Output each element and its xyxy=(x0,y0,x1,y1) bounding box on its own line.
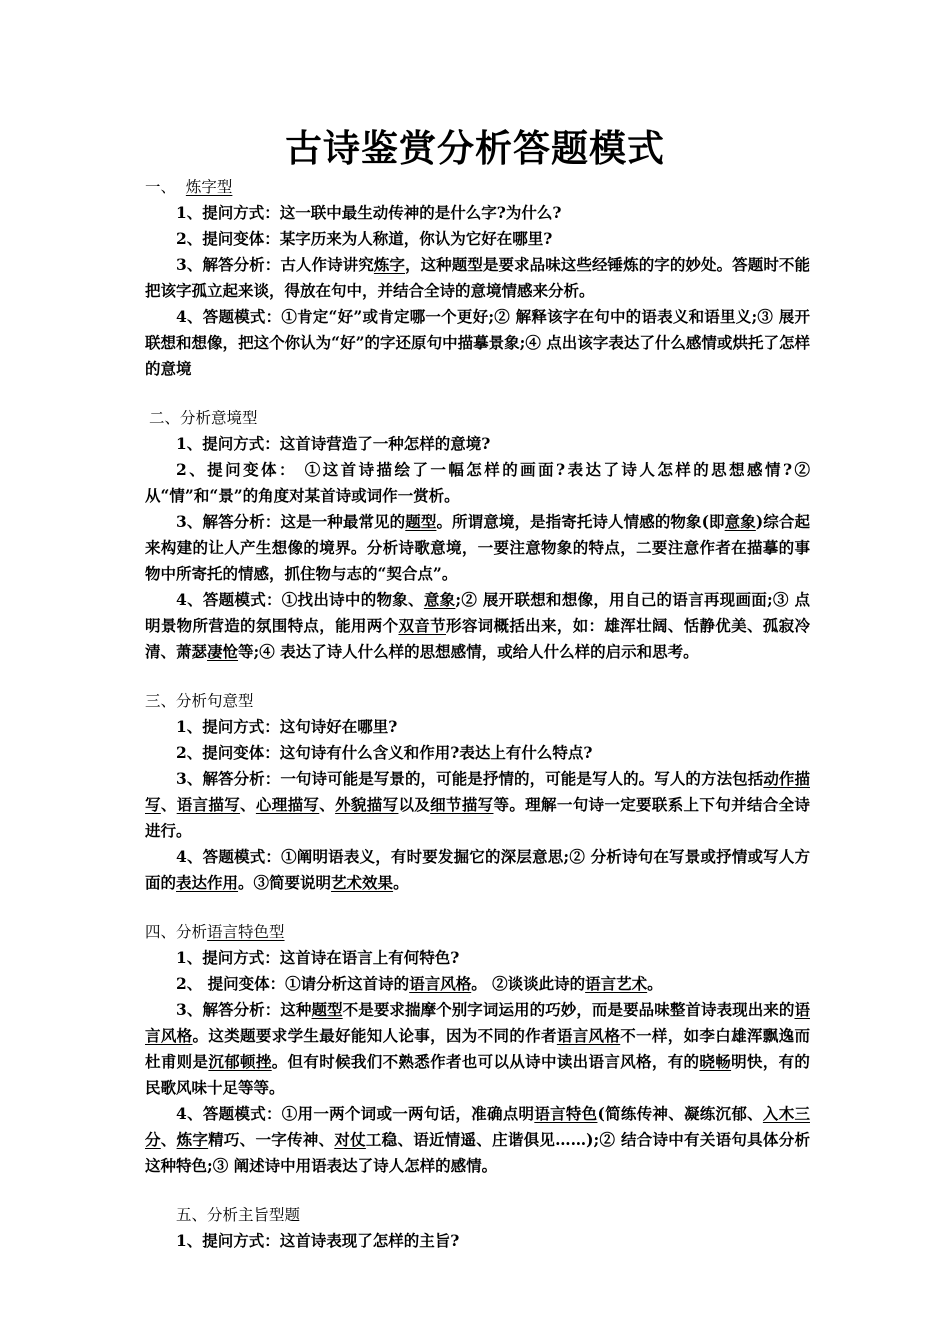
underlined-term: 语言风格 xyxy=(409,974,472,993)
underlined-term: 心理描写 xyxy=(255,795,320,814)
section-1-number: 一、 xyxy=(145,178,177,196)
text-span: 工稳、语近情遥、庄谐俱见……);② 结合诗中有关语句具体分析这种特色;③ 阐述诗中用语表达了诗人怎样的感情。 xyxy=(145,1130,810,1175)
underlined-term: 语言特色 xyxy=(534,1104,598,1123)
underlined-term: 语言艺术 xyxy=(585,974,648,993)
section-3-question-2: 2、提问变体：这句诗有什么含义和作用?表达上有什么特点? xyxy=(176,743,593,762)
text-span: 。 xyxy=(647,974,663,993)
section-4-analysis xyxy=(145,997,810,1101)
underlined-term: 细节描写 xyxy=(430,795,494,814)
spacer xyxy=(145,382,810,405)
section-2-answer-pattern xyxy=(145,587,810,665)
section-1-question-1: 1、提问方式：这一联中最生动传神的是什么字?为什么? xyxy=(176,203,562,222)
underlined-term: 题型 xyxy=(405,512,437,531)
text-span: 3、解答分析：一句诗可能是写景的，可能是抒情的，可能是写人的。写人的方法包括 xyxy=(176,769,764,788)
section-5-question-1: 1、提问方式：这首诗表现了怎样的主旨? xyxy=(176,1231,460,1250)
text-span: 以及 xyxy=(398,795,431,814)
underlined-term: 语言描写 xyxy=(176,795,241,814)
underlined-term: 外貌描写 xyxy=(335,795,399,814)
section-1-question-2: 2、提问变体：某字历来为人称道，你认为它好在哪里? xyxy=(176,229,553,248)
underlined-term: 双音节 xyxy=(398,616,446,635)
text-span: 精巧、一字传神、 xyxy=(208,1130,335,1149)
text-span: 。 xyxy=(393,873,409,892)
section-4-question-2 xyxy=(145,971,810,997)
text-span: 四、分析 xyxy=(145,923,208,941)
text-span: 。③简要说明 xyxy=(238,873,332,892)
section-4-question-1: 1、提问方式：这首诗在语言上有何特色? xyxy=(176,948,460,967)
text-span: ，这种题型是要求品味这些经锤炼的字的妙处。答题时不能把该字孤立起来谈，得放在句中，并结合全诗的意境情感来分析。 xyxy=(145,255,810,300)
underlined-term: 炼字 xyxy=(373,255,405,274)
text-span: )综合起来构建的让人产生想像的境界。分析诗歌意境，一要注意物象的特点，二要注意作者在描摹的事物中所寄托的情感，抓住物与志的“契合点”。 xyxy=(145,512,810,583)
section-3-analysis xyxy=(145,766,810,844)
section-3-heading: 三、分析句意型 xyxy=(145,692,254,710)
underlined-term: 凄怆 xyxy=(207,642,239,661)
section-1-analysis xyxy=(145,252,810,304)
underlined-term: 语言特色型 xyxy=(207,923,285,941)
section-4-heading xyxy=(145,919,810,945)
section-2-heading: 二、分析意境型 xyxy=(149,409,258,427)
underlined-term: 炼字 xyxy=(176,1130,209,1149)
underlined-term: 语言风格 xyxy=(145,1000,810,1045)
page-title: 古诗鉴赏分析答题模式 xyxy=(285,126,665,170)
underlined-term: 意象 xyxy=(423,590,456,609)
underlined-term: 动作描写 xyxy=(145,769,810,814)
underlined-term: 意象 xyxy=(724,512,756,531)
text-span: 4、答题模式：①用一两个词或一两句话，准确点明 xyxy=(176,1104,535,1123)
section-3-answer-pattern xyxy=(145,844,810,896)
section-4-answer-pattern xyxy=(145,1101,810,1179)
text-span: 形容词概括出来，如：雄浑壮阔、恬静优美、孤寂冷清、萧瑟 xyxy=(145,616,810,661)
text-span: ;② 展开联想和想像，用自己的语言再现画面;③ 点明景物所营造的氛围特点，能用两个 xyxy=(145,590,810,635)
underlined-term: 沉郁顿挫 xyxy=(208,1052,272,1071)
section-5-heading: 五、分析主旨型题 xyxy=(176,1206,301,1224)
underlined-term: 入木三分 xyxy=(145,1104,810,1149)
spacer xyxy=(145,665,810,688)
section-2-question-1: 1、提问方式：这首诗营造了一种怎样的意境? xyxy=(176,434,491,453)
text-span: 。这类题要求学生最好能知人论事，因为不同的作者 xyxy=(192,1026,557,1045)
section-1-heading xyxy=(145,174,810,200)
text-span: 、 xyxy=(240,795,256,814)
text-span: 、 xyxy=(160,1130,177,1149)
text-span: 、 xyxy=(319,795,336,814)
text-span: 。 ②谈谈此诗的 xyxy=(471,974,586,993)
section-2-question-2: 2、提问变体： ①这首诗描绘了一幅怎样的画面?表达了诗人怎样的思想感情?② 从“情”和“景”的角度对某首诗或词作一赏析。 xyxy=(145,460,810,505)
document-body xyxy=(145,174,810,1254)
text-span: 3、解答分析：这是一种最常见的 xyxy=(176,512,406,531)
text-span: 等。理解一句诗一定要联系上下句并结合全诗进行。 xyxy=(145,795,810,840)
text-span: 不是要求揣摩个别字词运用的巧妙，而是要品味整首诗表现出来的 xyxy=(342,1000,795,1019)
text-span: 、 xyxy=(160,795,177,814)
text-span: 3、解答分析：古人作诗讲究 xyxy=(176,255,374,274)
section-1-title: 炼字型 xyxy=(185,178,233,196)
text-span: 3、解答分析：这种 xyxy=(176,1000,312,1019)
text-span: 。所谓意境，是指寄托诗人情感的物象(即 xyxy=(436,512,725,531)
underlined-term: 对仗 xyxy=(334,1130,366,1149)
text-span: 不一样，如李白雄浑飘逸而杜甫则是 xyxy=(145,1026,810,1071)
section-1-answer-pattern: 4、答题模式：①肯定“好”或肯定哪一个更好;② 解释该字在句中的语表义和语里义;③ 展开联想和想像，把这个你认为“好”的字还原句中描摹景象;④ 点出该字表达了什么感情或烘托了怎样的意境 xyxy=(145,307,810,378)
section-3-question-1: 1、提问方式：这句诗好在哪里? xyxy=(176,717,398,736)
underlined-term: 题型 xyxy=(311,1000,343,1019)
underlined-term: 艺术效果 xyxy=(331,873,394,892)
underlined-term: 语言风格 xyxy=(556,1026,621,1045)
text-span: 2、 提问变体：①请分析这首诗的 xyxy=(176,974,410,993)
text-span: (简练传神、凝练沉郁、 xyxy=(597,1104,763,1123)
text-span: 明快，有的民歌风味十足等等。 xyxy=(145,1052,810,1097)
text-span: 等;④ 表达了诗人什么样的思想感情，或给人什么样的启示和思考。 xyxy=(238,642,699,661)
spacer xyxy=(145,1179,810,1202)
spacer xyxy=(145,896,810,919)
section-2-analysis xyxy=(145,509,810,587)
underlined-term: 表达作用 xyxy=(176,873,239,892)
text-span: 4、答题模式：①找出诗中的物象、 xyxy=(176,590,424,609)
underlined-term: 晓畅 xyxy=(699,1052,732,1071)
text-span: 4、答题模式：①阐明语表义，有时要发掘它的深层意思;② 分析诗句在写景或抒情或写人方面的 xyxy=(145,847,810,892)
text-span: 。但有时候我们不熟悉作者也可以从诗中读出语言风格，有的 xyxy=(271,1052,700,1071)
